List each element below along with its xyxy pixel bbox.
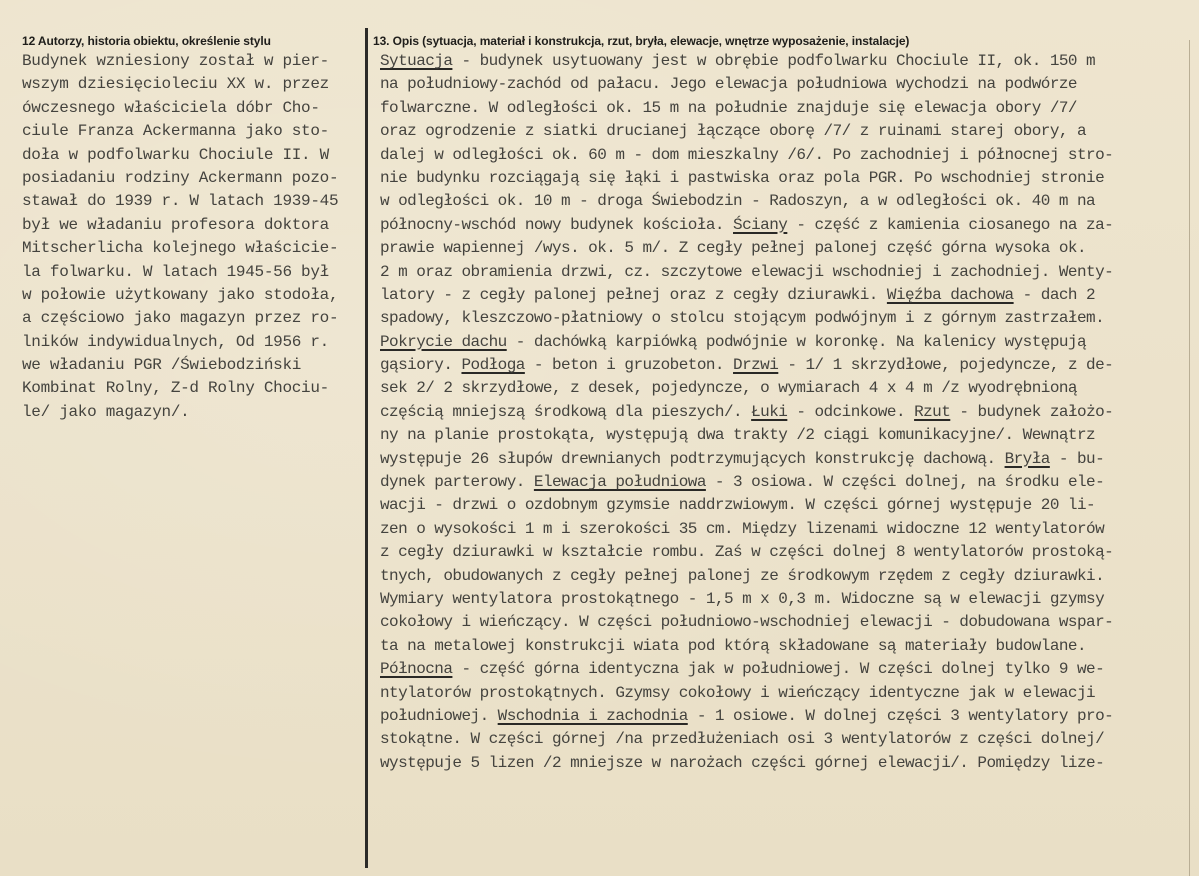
text-line [380, 611, 1185, 634]
text-line [380, 541, 1185, 564]
underlined-heading: Wschodnia i zachodnia [497, 706, 688, 725]
text-segment: - odcinkowe. [787, 402, 915, 421]
text-segment: - beton i gruzobeton. [524, 356, 734, 375]
text-line: a częściowo jako magazyn przez ro- [22, 309, 339, 328]
underlined-heading: Ściany [733, 215, 788, 234]
text-segment: - część z kamienia ciosanego na za- [787, 215, 1114, 234]
section-12-text [22, 50, 360, 424]
text-segment: latory - z cegły palonej pełnej oraz z cegły dziurawki. [380, 285, 887, 304]
text-segment: gąsiory. [380, 356, 462, 375]
text-segment: oraz ogrodzenie z siatki drucianej łączące oborę /7/ z ruinami starej obory, a [380, 122, 1087, 141]
text-segment: dalej w odległości ok. 60 m - dom mieszkalny /6/. Po zachodniej i północnej stro- [380, 145, 1114, 164]
text-line [380, 237, 1185, 260]
text-segment: - 1 osiowe. W dolnej części 3 wentylatory pro- [687, 706, 1114, 725]
text-line [380, 284, 1185, 307]
text-line: we władaniu PGR /Świebodziński [22, 356, 302, 375]
text-line [380, 424, 1185, 447]
text-segment: prawie wapiennej /wys. ok. 5 m/. Z cegły pełnej palonej część górna wysoka ok. [380, 239, 1087, 258]
text-line [380, 354, 1185, 377]
underlined-heading: Północna [380, 660, 453, 679]
text-segment: występuje 5 lizen /2 mniejsze w narożach części górnej elewacji/. Pomiędzy lize- [380, 753, 1105, 772]
underlined-heading: Elewacja południowa [533, 473, 706, 492]
section-13-text [380, 50, 1185, 775]
text-segment: ny na planie prostokąta, występują dwa trakty /2 ciągi komunikacyjne/. Wewnątrz [380, 426, 1096, 445]
text-line [380, 190, 1185, 213]
underlined-heading: Podłoga [461, 356, 525, 375]
text-line [380, 214, 1185, 237]
text-line: lników indywidualnych, Od 1956 r. [22, 332, 329, 351]
text-line: doła w podfolwarku Chociule II. W [22, 145, 329, 164]
underlined-heading: Rzut [914, 402, 951, 421]
text-segment: - część górna identyczna jak w południowej. W części dolnej tylko 9 we- [452, 660, 1105, 679]
underlined-heading: Drzwi [733, 356, 779, 375]
text-segment: południowej. [380, 706, 498, 725]
text-line [380, 518, 1185, 541]
text-line [380, 448, 1185, 471]
text-line: stawał do 1939 r. W latach 1939-45 [22, 192, 339, 211]
text-segment: nie budynku rozciągają się łąki i pastwiska oraz pola PGR. Po wschodniej stronie [380, 168, 1105, 187]
text-segment: ntylatorów prostokątnych. Gzymsy cokołowy i wieńczący identyczne jak w elewacji [380, 683, 1096, 702]
text-line: ówczesnego właściciela dóbr Cho- [22, 98, 320, 117]
page-edge [1189, 40, 1190, 876]
text-line [380, 120, 1185, 143]
text-segment: północny-wschód nowy budynek kościoła. [380, 215, 734, 234]
text-line: Kombinat Rolny, Z-d Rolny Chociu- [22, 379, 329, 398]
text-line [380, 565, 1185, 588]
text-line [380, 635, 1185, 658]
text-segment: - dach 2 [1013, 285, 1096, 304]
text-line [380, 307, 1185, 330]
text-line: la folwarku. W latach 1945-56 był [22, 262, 329, 281]
text-line [380, 752, 1185, 775]
underlined-heading: Pokrycie dachu [380, 332, 507, 351]
text-line [380, 471, 1185, 494]
text-segment: stokątne. W części górnej /na przedłużeniach osi 3 wentylatorów z części dolnej/ [380, 730, 1105, 749]
text-segment: tnych, obudowanych z cegły pełnej palonej ze środkowym rzędem z cegły dziurawki. [380, 566, 1105, 585]
text-line [380, 144, 1185, 167]
column-divider [365, 28, 368, 868]
text-line [380, 728, 1185, 751]
section-13-header: 13. Opis (sytuacja, materiał i konstrukcja, rzut, bryła, elewacje, wnętrze wyposażenie, instalacje) [373, 34, 910, 48]
text-line: był we władaniu profesora doktora [22, 215, 329, 234]
text-segment: 2 m oraz obramienia drzwi, cz. szczytowe elewacji wschodniej i zachodniej. Wenty- [380, 262, 1114, 281]
underlined-heading: Więźba dachowa [886, 285, 1014, 304]
text-segment: - budynek usytuowany jest w obrębie podfolwarku Chociule II, ok. 150 m [452, 52, 1096, 70]
text-line [380, 494, 1185, 517]
underlined-heading: Sytuacja [380, 52, 453, 70]
text-segment: folwarczne. W odległości ok. 15 m na południe znajduje się elewacja obory /7/ [380, 98, 1077, 117]
text-line [380, 588, 1185, 611]
text-line [380, 331, 1185, 354]
text-segment: Wymiary wentylatora prostokątnego - 1,5 m x 0,3 m. Widoczne są w elewacji gzymsy [380, 589, 1105, 608]
text-segment: - 3 osiowa. W części dolnej, na środku ele- [705, 473, 1105, 492]
text-line [380, 682, 1185, 705]
text-segment: dynek parterowy. [380, 473, 534, 492]
text-line [380, 261, 1185, 284]
text-line: le/ jako magazyn/. [22, 402, 190, 421]
text-segment: na południowy-zachód od pałacu. Jego elewacja południowa wychodzi na podwórze [380, 75, 1077, 94]
text-line [380, 50, 1185, 73]
text-line: posiadaniu rodziny Ackermann pozo- [22, 168, 339, 187]
text-line [380, 97, 1185, 120]
text-segment: w odległości ok. 10 m - droga Świebodzin - Radoszyn, a w odległości ok. 40 m na [380, 192, 1096, 211]
text-segment: ta na metalowej konstrukcji wiata pod którą składowane są materiały budowlane. [380, 636, 1087, 655]
text-segment: - budynek założo- [950, 402, 1114, 421]
text-segment: wacji - drzwi o ozdobnym gzymsie naddrzwiowym. W części górnej występuje 20 li- [380, 496, 1096, 515]
text-segment: - bu- [1049, 449, 1105, 468]
text-line: Mitscherlicha kolejnego właściciе- [22, 239, 339, 258]
text-line [380, 167, 1185, 190]
text-segment: cokołowy i wieńczący. W części południowo-wschodniej elewacji - dobudowana wspar- [380, 613, 1114, 632]
text-line: wszym dziesięcioleciu XX w. przez [22, 75, 329, 94]
text-segment: częścią mniejszą środkową dla pieszych/. [380, 402, 752, 421]
text-segment: występuje 26 słupów drewnianych podtrzymujących konstrukcję dachową. [380, 449, 1005, 468]
text-line [380, 658, 1185, 681]
underlined-heading: Łuki [751, 402, 788, 421]
text-segment: sek 2/ 2 skrzydłowe, z desek, pojedyncze, o wymiarach 4 x 4 m /z wyodrębnioną [380, 379, 1077, 398]
text-line: w połowie użytkowany jako stodoła, [22, 285, 339, 304]
text-segment: zen o wysokości 1 m i szerokości 35 cm. Między lizenami widoczne 12 wentylatorów [380, 519, 1105, 538]
text-segment: z cegły dziurawki w kształcie rombu. Zaś w części dolnej 8 wentylatorów prostoką- [380, 543, 1114, 562]
text-line: ciule Franza Ackermanna jako sto- [22, 122, 329, 141]
text-segment: spadowy, kleszczowo-płatniowy o stolcu stojącym podwójnym i z górnym zastrzałem. [380, 309, 1105, 328]
text-line: Budynek wzniesiony został w pier- [22, 52, 329, 70]
text-line [380, 705, 1185, 728]
text-segment: - 1/ 1 skrzydłowe, pojedyncze, z de- [778, 356, 1114, 375]
text-segment: - dachówką karpiówką podwójnie w koronkę. Na kalenicy występują [506, 332, 1087, 351]
text-line [380, 377, 1185, 400]
text-line [380, 73, 1185, 96]
section-12-header: 12 Autorzy, historia obiektu, określenie stylu [22, 34, 271, 48]
text-line [380, 401, 1185, 424]
underlined-heading: Bryła [1004, 449, 1050, 468]
